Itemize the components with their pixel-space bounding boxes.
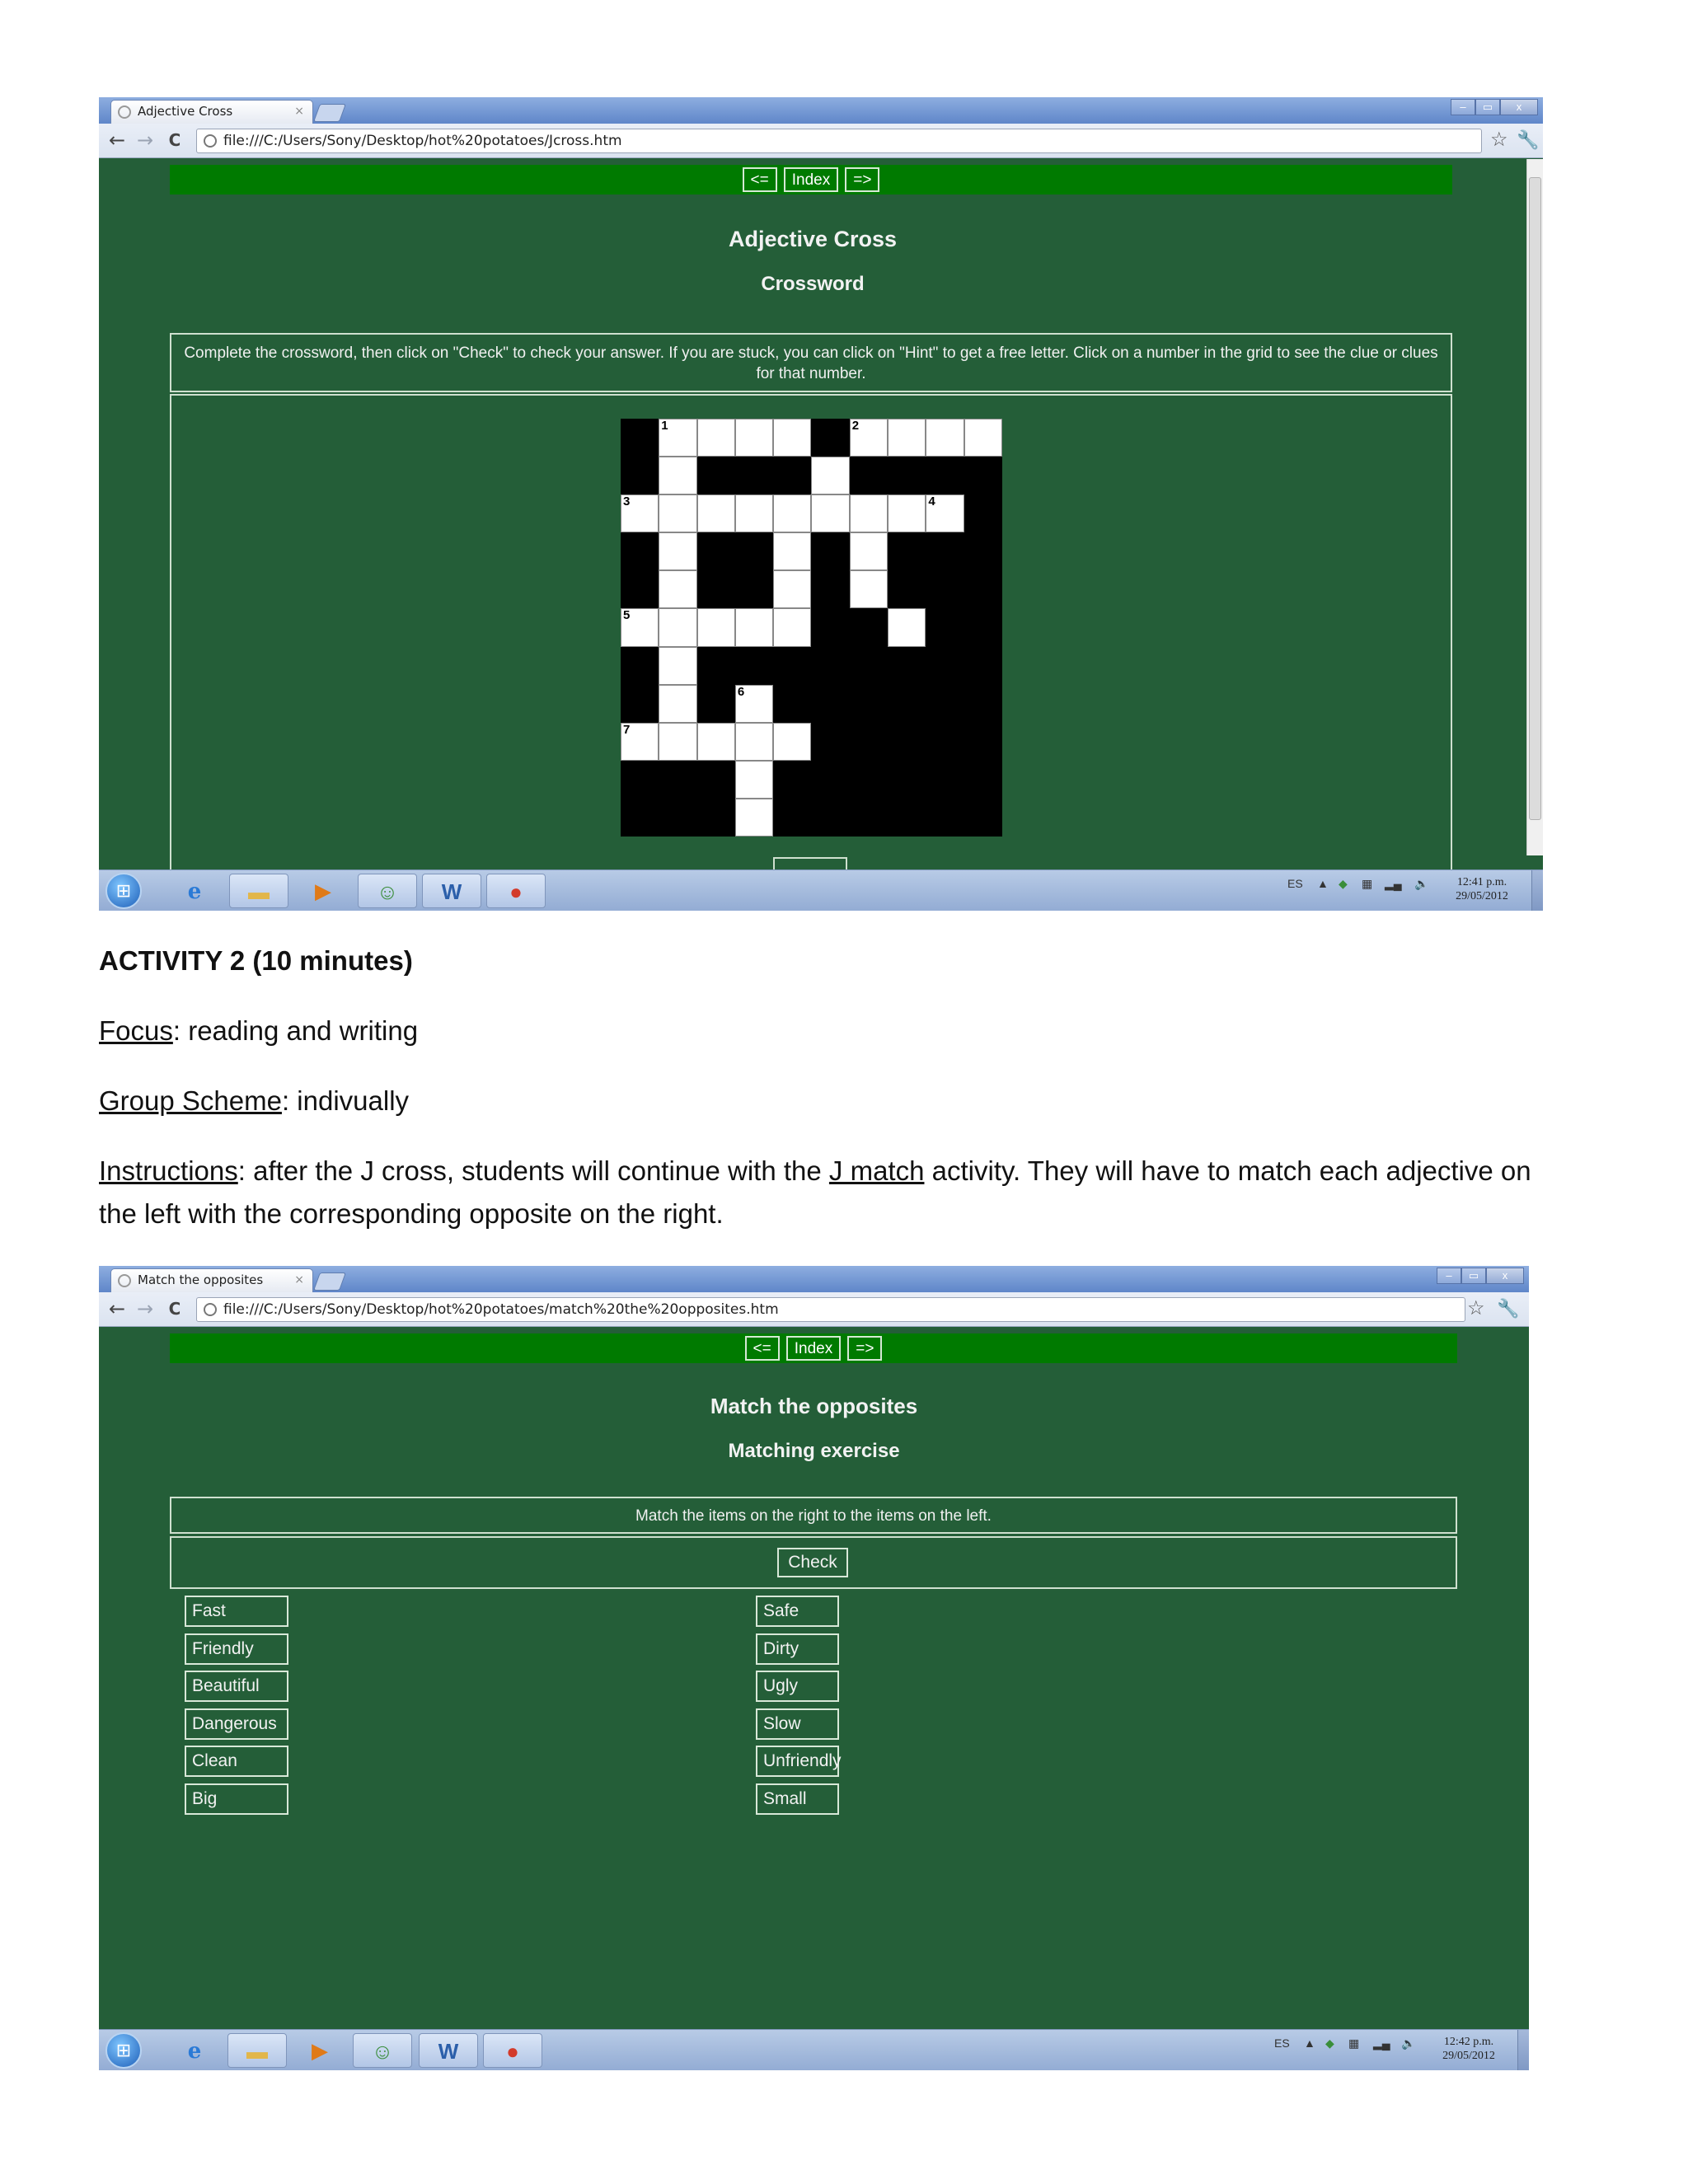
- crossword-black-cell: [773, 647, 811, 685]
- crossword-black-cell: [811, 532, 849, 570]
- clue-number[interactable]: 5: [623, 608, 631, 623]
- crossword-black-cell: [850, 761, 888, 799]
- instructions-paragraph: [99, 1150, 1615, 1235]
- crossword-black-cell: [964, 457, 1002, 494]
- crossword-black-cell: [621, 647, 659, 685]
- crossword-cell[interactable]: [659, 723, 696, 761]
- browser-window-crossword: [99, 97, 1543, 911]
- close-window-button[interactable]: x: [1500, 99, 1538, 115]
- crossword-black-cell: [888, 685, 926, 723]
- crossword-black-cell: [964, 608, 1002, 646]
- internet-explorer-icon[interactable]: e: [187, 879, 202, 904]
- crossword-black-cell: [964, 532, 1002, 570]
- url-text: file:///C:/Users/Sony/Desktop/hot%20potatoes/Jcross.htm: [223, 133, 622, 149]
- tray-app-icon[interactable]: ◆: [1325, 2036, 1334, 2050]
- browser-window-matching: [99, 1266, 1529, 2070]
- crossword-black-cell: [964, 570, 1002, 608]
- crossword-black-cell: [926, 723, 964, 761]
- crossword-black-cell: [621, 457, 659, 494]
- right-match-item[interactable]: Small: [756, 1783, 839, 1815]
- windows-taskbar: [99, 2029, 1529, 2070]
- crossword-cell[interactable]: [888, 608, 926, 646]
- crossword-black-cell: [926, 799, 964, 837]
- minimize-button[interactable]: –: [1437, 1268, 1461, 1284]
- clue-number[interactable]: 2: [851, 419, 860, 433]
- crossword-cell[interactable]: [773, 570, 811, 608]
- browser-toolbar: [99, 124, 1543, 158]
- crossword-black-cell: [811, 723, 849, 761]
- windows-taskbar: [99, 869, 1543, 911]
- crossword-cell[interactable]: [926, 494, 964, 532]
- show-desktop-button[interactable]: [1531, 870, 1543, 911]
- crossword-black-cell: [964, 799, 1002, 837]
- back-arrow-icon[interactable]: ←: [108, 129, 126, 152]
- crossword-cell[interactable]: [735, 799, 773, 837]
- page-content: [99, 159, 1543, 869]
- language-indicator[interactable]: ES: [1274, 2036, 1290, 2050]
- right-match-item[interactable]: Unfriendly: [756, 1746, 839, 1777]
- crossword-black-cell: [621, 685, 659, 723]
- crossword-black-cell: [811, 685, 849, 723]
- crossword-cell[interactable]: [659, 608, 696, 646]
- file-explorer-icon[interactable]: ▬: [227, 2033, 287, 2068]
- crossword-cell[interactable]: [697, 723, 735, 761]
- crossword-cell[interactable]: [659, 457, 696, 494]
- crossword-cell[interactable]: [773, 608, 811, 646]
- system-clock[interactable]: [1436, 2035, 1502, 2063]
- group-scheme-value: : indivually: [281, 1085, 410, 1116]
- clue-number[interactable]: 4: [928, 494, 935, 509]
- crossword-cell[interactable]: [850, 570, 888, 608]
- crossword-black-cell: [621, 532, 659, 570]
- crossword-cell[interactable]: [621, 494, 659, 532]
- signal-icon[interactable]: ▂▄: [1385, 877, 1402, 890]
- instructions-part1: : after the J cross, students will continue with the: [237, 1155, 829, 1186]
- tab-title: Match the opposites: [138, 1272, 264, 1287]
- window-controls: [1451, 99, 1538, 117]
- tray-arrow-icon[interactable]: ▲: [1317, 877, 1329, 890]
- crossword-black-cell: [621, 419, 659, 457]
- crossword-black-cell: [697, 647, 735, 685]
- media-player-icon[interactable]: ▶: [315, 879, 331, 903]
- vertical-scrollbar[interactable]: [1526, 159, 1543, 855]
- crossword-grid: [621, 419, 1002, 837]
- crossword-black-cell: [926, 570, 964, 608]
- crossword-cell[interactable]: [659, 494, 696, 532]
- crossword-cell[interactable]: [735, 723, 773, 761]
- check-button[interactable]: [773, 857, 847, 869]
- title-bar: [99, 1266, 1529, 1292]
- new-tab-button[interactable]: [313, 104, 346, 122]
- file-explorer-icon[interactable]: ▬: [229, 874, 288, 908]
- browser-tab[interactable]: [110, 1268, 313, 1292]
- activity-heading: ACTIVITY 2 (10 minutes): [99, 945, 413, 976]
- crossword-black-cell: [926, 608, 964, 646]
- crossword-cell[interactable]: [735, 608, 773, 646]
- right-match-item[interactable]: Slow: [756, 1708, 839, 1740]
- clock-time: 12:42 p.m.: [1443, 2036, 1494, 2048]
- prev-exercise-button[interactable]: <=: [743, 167, 777, 192]
- word-icon[interactable]: W: [422, 874, 481, 908]
- wrench-menu-icon[interactable]: 🔧: [1517, 129, 1540, 150]
- clue-number[interactable]: 1: [661, 419, 668, 433]
- tab-close-icon[interactable]: ×: [294, 105, 304, 118]
- prev-exercise-button[interactable]: <=: [745, 1336, 780, 1361]
- crossword-black-cell: [811, 608, 849, 646]
- crossword-cell[interactable]: [735, 685, 773, 723]
- crossword-black-cell: [735, 457, 773, 494]
- crossword-black-cell: [697, 532, 735, 570]
- crossword-black-cell: [773, 761, 811, 799]
- chrome-icon[interactable]: ●: [486, 874, 546, 908]
- next-exercise-button[interactable]: =>: [845, 167, 879, 192]
- crossword-black-cell: [697, 761, 735, 799]
- crossword-black-cell: [888, 532, 926, 570]
- messenger-icon[interactable]: ☺: [358, 874, 417, 908]
- focus-label: Focus: [99, 1015, 173, 1046]
- crossword-cell[interactable]: [735, 761, 773, 799]
- crossword-black-cell: [926, 647, 964, 685]
- crossword-black-cell: [697, 799, 735, 837]
- left-match-item[interactable]: Friendly: [185, 1633, 288, 1665]
- crossword-cell[interactable]: [659, 685, 696, 723]
- crossword-cell[interactable]: [850, 532, 888, 570]
- crossword-cell[interactable]: [888, 419, 926, 457]
- crossword-cell[interactable]: [773, 532, 811, 570]
- window-controls: [1437, 1268, 1524, 1286]
- instructions-label: Instructions: [99, 1155, 238, 1186]
- crossword-black-cell: [888, 799, 926, 837]
- volume-icon[interactable]: 🔈: [1414, 877, 1429, 890]
- jmatch-link[interactable]: J match: [828, 1155, 925, 1186]
- crossword-cell[interactable]: [888, 494, 926, 532]
- internet-explorer-icon[interactable]: e: [187, 2039, 202, 2064]
- address-bar[interactable]: [196, 129, 1482, 153]
- messenger-icon[interactable]: ☺: [353, 2033, 412, 2068]
- bookmark-star-icon[interactable]: ☆: [1490, 129, 1508, 151]
- crossword-black-cell: [964, 647, 1002, 685]
- crossword-cell[interactable]: [735, 419, 773, 457]
- crossword-black-cell: [926, 532, 964, 570]
- language-indicator[interactable]: ES: [1287, 877, 1303, 890]
- crossword-black-cell: [888, 570, 926, 608]
- crossword-black-cell: [850, 457, 888, 494]
- clock-date: 29/05/2012: [1456, 890, 1508, 902]
- focus-line: [99, 1010, 418, 1052]
- page-title: Adjective Cross: [728, 227, 898, 251]
- crossword-black-cell: [773, 799, 811, 837]
- crossword-cell[interactable]: [659, 647, 696, 685]
- page-icon: [204, 1303, 217, 1316]
- exercise-navbar: [170, 1333, 1457, 1363]
- title-bar: [99, 97, 1543, 124]
- scrollbar-thumb[interactable]: [1529, 177, 1541, 820]
- right-match-item[interactable]: Ugly: [756, 1671, 839, 1702]
- reload-icon[interactable]: C: [168, 1299, 181, 1319]
- crossword-black-cell: [697, 570, 735, 608]
- crossword-black-cell: [850, 723, 888, 761]
- crossword-cell[interactable]: [659, 532, 696, 570]
- crossword-black-cell: [964, 723, 1002, 761]
- crossword-black-cell: [659, 799, 696, 837]
- clock-date: 29/05/2012: [1442, 2050, 1495, 2062]
- crossword-black-cell: [735, 570, 773, 608]
- crossword-black-cell: [621, 799, 659, 837]
- tray-arrow-icon[interactable]: ▲: [1304, 2036, 1315, 2050]
- volume-icon[interactable]: 🔈: [1401, 2036, 1416, 2050]
- crossword-black-cell: [850, 685, 888, 723]
- index-button[interactable]: Index: [786, 1336, 841, 1361]
- crossword-black-cell: [773, 685, 811, 723]
- crossword-cell[interactable]: [850, 494, 888, 532]
- crossword-black-cell: [850, 799, 888, 837]
- instructions-box: Complete the crossword, then click on "Check" to check your answer. If you are stuck, you can click on "Hint" to get a free letter. Click on a number in the grid to see the clue or clues for that number.: [170, 333, 1452, 392]
- crossword-cell[interactable]: [773, 494, 811, 532]
- crossword-black-cell: [811, 761, 849, 799]
- tray-app-icon[interactable]: ◆: [1339, 877, 1348, 890]
- network-icon[interactable]: ▦: [1362, 877, 1373, 890]
- crossword-cell[interactable]: [697, 494, 735, 532]
- instructions-part2: activity. They will have to match each adjective on: [924, 1155, 1531, 1186]
- crossword-black-cell: [926, 457, 964, 494]
- crossword-black-cell: [811, 570, 849, 608]
- instructions-box: Match the items on the right to the items on the left.: [170, 1497, 1457, 1534]
- signal-icon[interactable]: ▂▄: [1373, 2036, 1390, 2050]
- url-text: file:///C:/Users/Sony/Desktop/hot%20potatoes/match%20the%20opposites.htm: [223, 1301, 779, 1318]
- crossword-cell[interactable]: [773, 723, 811, 761]
- clue-number[interactable]: 3: [623, 494, 631, 509]
- system-clock[interactable]: [1449, 875, 1515, 903]
- chrome-icon[interactable]: ●: [483, 2033, 542, 2068]
- page-subtitle: Crossword: [761, 273, 865, 295]
- restore-button[interactable]: ▭: [1461, 1268, 1486, 1284]
- page-icon: [204, 134, 217, 148]
- crossword-black-cell: [735, 647, 773, 685]
- crossword-cell[interactable]: [621, 608, 659, 646]
- crossword-cell[interactable]: [773, 419, 811, 457]
- windows-start-icon[interactable]: ⊞: [106, 2032, 142, 2069]
- crossword-black-cell: [888, 723, 926, 761]
- wrench-menu-icon[interactable]: 🔧: [1497, 1298, 1520, 1319]
- index-button[interactable]: Index: [784, 167, 838, 192]
- left-match-item[interactable]: Dangerous: [185, 1708, 288, 1740]
- crossword-cell[interactable]: [926, 419, 964, 457]
- right-match-item[interactable]: Dirty: [756, 1633, 839, 1665]
- page-favicon-icon: [118, 105, 131, 119]
- forward-arrow-icon[interactable]: →: [136, 129, 154, 152]
- crossword-cell[interactable]: [659, 419, 696, 457]
- page-subtitle: Matching exercise: [728, 1440, 900, 1462]
- focus-value: : reading and writing: [172, 1015, 419, 1046]
- forward-arrow-icon[interactable]: →: [136, 1297, 154, 1320]
- page-title: Match the opposites: [710, 1394, 918, 1418]
- clock-time: 12:41 p.m.: [1456, 876, 1507, 888]
- word-icon[interactable]: W: [419, 2033, 478, 2068]
- crossword-cell[interactable]: [697, 419, 735, 457]
- crossword-black-cell: [621, 570, 659, 608]
- crossword-black-cell: [850, 647, 888, 685]
- crossword-black-cell: [888, 457, 926, 494]
- page-content: [99, 1328, 1529, 2029]
- tab-title: Adjective Cross: [138, 104, 233, 119]
- left-match-item[interactable]: Beautiful: [185, 1671, 288, 1702]
- group-scheme-label: Group Scheme: [99, 1085, 282, 1116]
- browser-tab[interactable]: [110, 100, 313, 124]
- address-bar[interactable]: [196, 1297, 1465, 1322]
- media-player-icon[interactable]: ▶: [312, 2038, 328, 2063]
- bookmark-star-icon[interactable]: ☆: [1467, 1297, 1485, 1319]
- browser-toolbar: [99, 1292, 1529, 1327]
- crossword-black-cell: [697, 457, 735, 494]
- windows-start-icon[interactable]: ⊞: [106, 873, 142, 909]
- restore-button[interactable]: ▭: [1475, 99, 1500, 115]
- group-scheme-line: [99, 1080, 409, 1122]
- crossword-cell[interactable]: [811, 494, 849, 532]
- crossword-black-cell: [773, 457, 811, 494]
- clue-number[interactable]: 7: [623, 722, 631, 737]
- left-match-item[interactable]: Fast: [185, 1596, 288, 1627]
- show-desktop-button[interactable]: [1517, 2030, 1529, 2070]
- back-arrow-icon[interactable]: ←: [108, 1297, 126, 1320]
- clue-number[interactable]: 6: [737, 684, 745, 699]
- crossword-black-cell: [621, 761, 659, 799]
- crossword-cell[interactable]: [811, 457, 849, 494]
- network-icon[interactable]: ▦: [1348, 2036, 1360, 2050]
- left-match-item[interactable]: Clean: [185, 1746, 288, 1777]
- instructions-line2: the left with the corresponding opposite on the right.: [99, 1198, 724, 1229]
- crossword-black-cell: [697, 685, 735, 723]
- crossword-cell[interactable]: [850, 419, 888, 457]
- crossword-black-cell: [964, 761, 1002, 799]
- next-exercise-button[interactable]: =>: [847, 1336, 882, 1361]
- crossword-cell[interactable]: [735, 494, 773, 532]
- crossword-black-cell: [811, 419, 849, 457]
- crossword-black-cell: [735, 532, 773, 570]
- crossword-cell[interactable]: [697, 608, 735, 646]
- check-button[interactable]: Check: [777, 1548, 848, 1577]
- crossword-black-cell: [926, 685, 964, 723]
- crossword-cell[interactable]: [964, 419, 1002, 457]
- crossword-cell[interactable]: [659, 570, 696, 608]
- crossword-black-cell: [888, 761, 926, 799]
- new-tab-button[interactable]: [313, 1272, 346, 1291]
- tab-close-icon[interactable]: ×: [294, 1273, 304, 1286]
- minimize-button[interactable]: –: [1451, 99, 1475, 115]
- crossword-black-cell: [888, 647, 926, 685]
- crossword-black-cell: [964, 494, 1002, 532]
- crossword-black-cell: [811, 799, 849, 837]
- crossword-black-cell: [850, 608, 888, 646]
- reload-icon[interactable]: C: [168, 130, 181, 150]
- crossword-black-cell: [811, 647, 849, 685]
- close-window-button[interactable]: x: [1486, 1268, 1524, 1284]
- page-favicon-icon: [118, 1274, 131, 1287]
- crossword-black-cell: [926, 761, 964, 799]
- crossword-black-cell: [659, 761, 696, 799]
- crossword-cell[interactable]: [621, 723, 659, 761]
- left-match-item[interactable]: Big: [185, 1783, 288, 1815]
- exercise-navbar: [170, 165, 1452, 194]
- right-match-item[interactable]: Safe: [756, 1596, 839, 1627]
- crossword-black-cell: [964, 685, 1002, 723]
